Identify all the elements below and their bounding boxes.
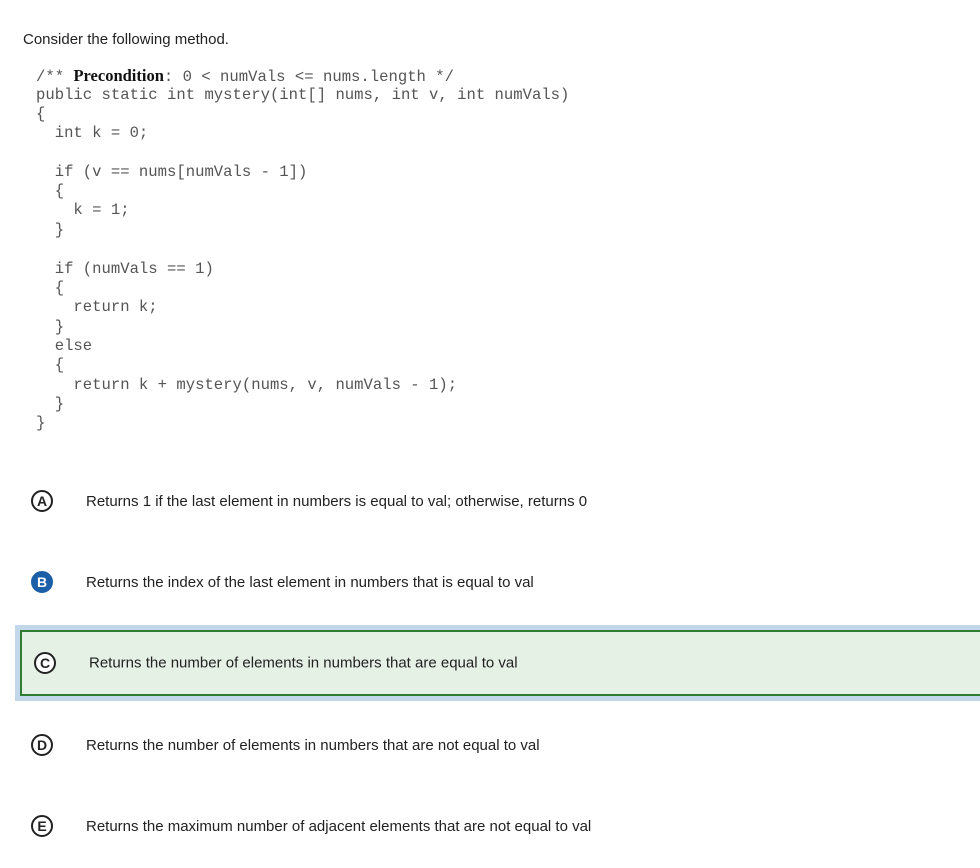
code-line: k = 1; xyxy=(36,201,130,219)
code-line: } xyxy=(36,395,65,413)
code-line: { xyxy=(36,279,65,297)
code-line: if (v == nums[numVals - 1]) xyxy=(36,163,308,181)
code-line: } xyxy=(36,221,65,239)
code-line: int k = 0; xyxy=(36,124,149,142)
code-line: public static int mystery(int[] nums, int v, int numVals) xyxy=(36,86,570,104)
answer-option-e[interactable] xyxy=(0,806,980,846)
option-text-c: Returns the number of elements in numbers that are equal to val xyxy=(89,654,518,672)
code-line: { xyxy=(36,182,65,200)
code-line: if (numVals == 1) xyxy=(36,260,214,278)
answer-option-c-correct[interactable] xyxy=(15,625,980,701)
option-text-b: Returns the index of the last element in numbers that is equal to val xyxy=(86,573,534,591)
option-letter-c: C xyxy=(34,652,56,674)
code-line-precondition xyxy=(36,66,454,85)
answer-option-a[interactable] xyxy=(0,481,980,521)
code-line: return k + mystery(nums, v, numVals - 1); xyxy=(36,376,458,394)
code-precondition-label: Precondition xyxy=(73,66,164,85)
code-line: } xyxy=(36,414,46,432)
option-text-e: Returns the maximum number of adjacent elements that are not equal to val xyxy=(86,817,592,835)
code-line: { xyxy=(36,105,46,123)
code-line: else xyxy=(36,337,93,355)
option-letter-e: E xyxy=(31,815,53,837)
code-comment-start: /** xyxy=(36,68,74,86)
answer-option-b[interactable] xyxy=(0,562,980,602)
code-comment-end: : 0 < numVals <= nums.length */ xyxy=(163,68,454,86)
answer-option-d[interactable] xyxy=(0,725,980,765)
code-line: { xyxy=(36,356,65,374)
option-letter-a: A xyxy=(31,490,53,512)
code-line: return k; xyxy=(36,298,158,316)
question-prompt: Consider the following method. xyxy=(23,31,229,48)
code-line: } xyxy=(36,318,65,336)
option-letter-d: D xyxy=(31,734,53,756)
option-letter-b-selected: B xyxy=(31,571,53,593)
option-text-a: Returns 1 if the last element in numbers is equal to val; otherwise, returns 0 xyxy=(86,492,588,510)
option-text-d: Returns the number of elements in numbers that are not equal to val xyxy=(86,736,540,754)
